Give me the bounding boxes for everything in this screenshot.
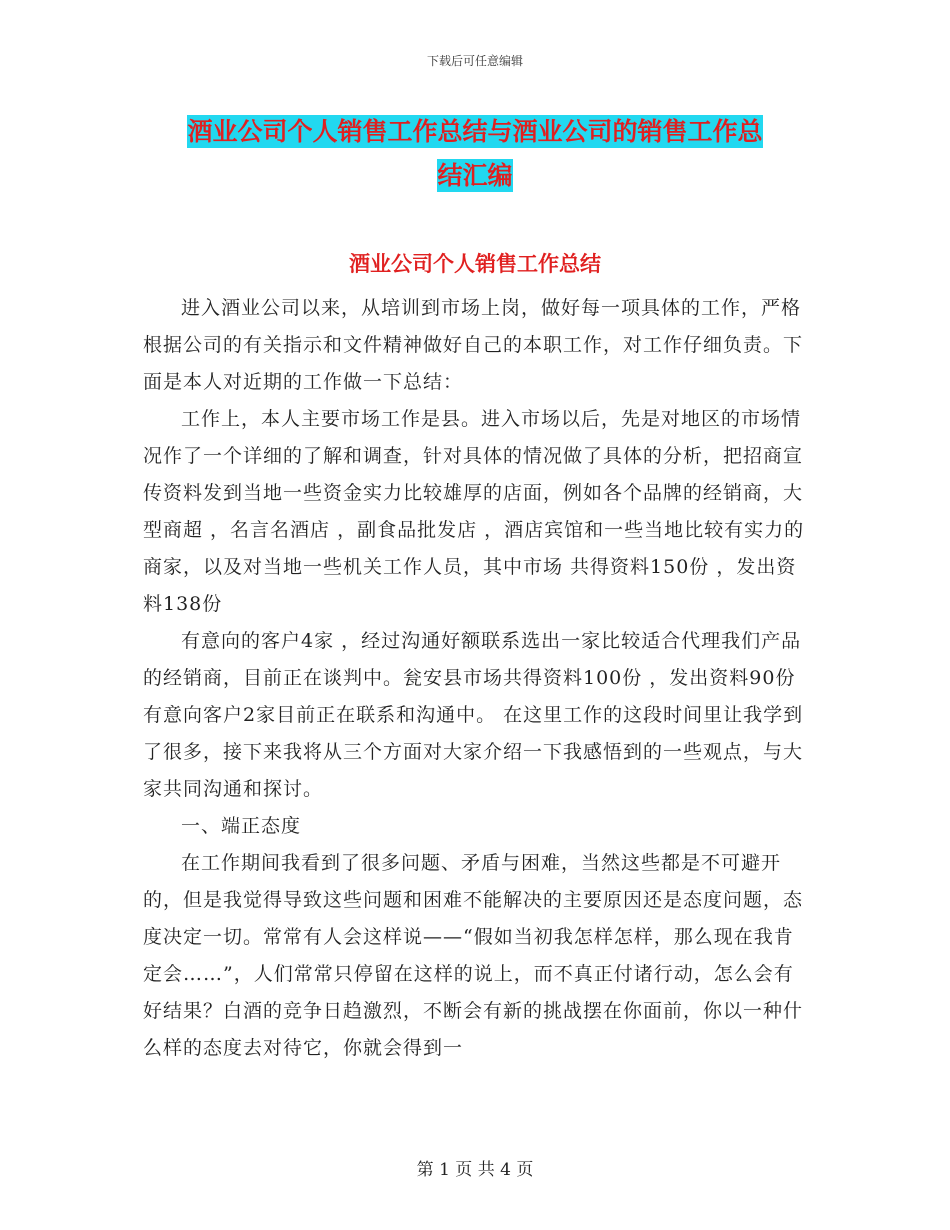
paragraph-2: 工作上，本人主要市场工作是县。进入市场以后，先是对地区的市场情况作了一个详细的了解和调查，针对具体的情况做了具体的分析，把招商宣传资料发到当地一些资金实力比较雄厚的店面，例如各个品牌的经销商，大型商超 ，名言名酒店 ，副食品批发店 ，酒店宾馆和一些当地比较有实力的商家，以及对当地一些机关工作人员，其中市场 共得资料150份 ，发出资料138份 bbox=[143, 408, 805, 615]
document-title-line-2: 结汇编 bbox=[437, 161, 513, 190]
paragraph-4: 在工作期间我看到了很多问题、矛盾与困难，当然这些都是不可避开的，但是我觉得导致这些问题和困难不能解决的主要原因还是态度问题，态度决定一切。常常有人会这样说——“假如当初我怎样怎样，那么现在我肯定会……”，人们常常只停留在这样的说上，而不真正付诸行动，怎么会有好结果？白酒的竞争日趋激烈，不断会有新的挑战摆在你面前，你以一种什么样的态度去对待它，你就会得到一 bbox=[143, 852, 804, 1059]
paragraph-1: 进入酒业公司以来，从培训到市场上岗，做好每一项具体的工作，严格根据公司的有关指示和文件精神做好自己的本职工作，对工作仔细负责。下面是本人对近期的工作做一下总结： bbox=[143, 297, 804, 393]
paragraph-3: 有意向的客户4家 ，经过沟通好额联系选出一家比较适合代理我们产品的经销商，目前正在谈判中。瓮安县市场共得资料100份 ，发出资料90份 有意向客户2家目前正在联系和沟通中。 在这里工作的这段时间里让我学到了很多，接下来我将从三个方面对大家介绍一下我感悟到的一些观点，与大家共同沟通和探讨。 bbox=[143, 630, 804, 800]
document-title-line-1: 酒业公司个人销售工作总结与酒业公司的销售工作总 bbox=[187, 117, 763, 146]
sub-heading: 一、端正态度 bbox=[181, 815, 302, 837]
document-title bbox=[150, 110, 800, 198]
page-number-footer: 第 1 页 共 4 页 bbox=[416, 1160, 534, 1180]
document-body bbox=[143, 290, 808, 1067]
page-header: 下载后可任意编辑 bbox=[426, 54, 523, 68]
section-title: 酒业公司个人销售工作总结 bbox=[349, 251, 601, 276]
